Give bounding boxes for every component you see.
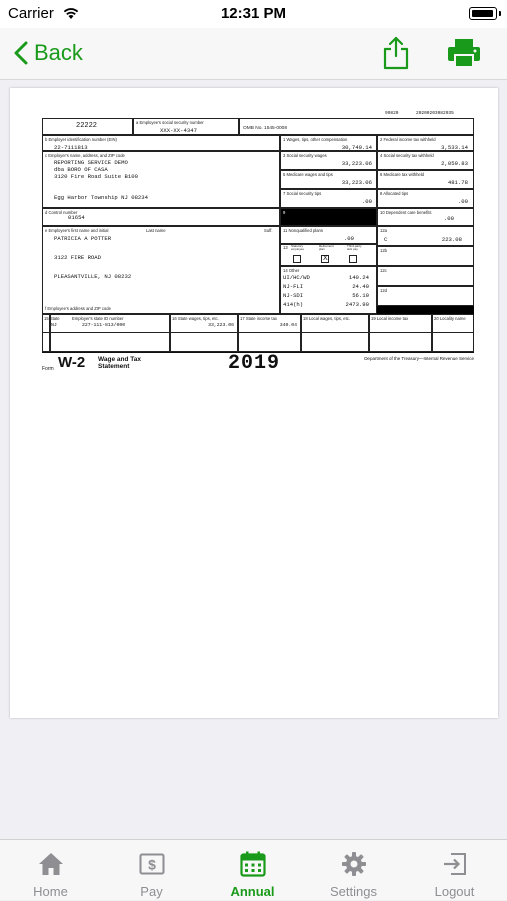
box8-label: 8 Allocated tips bbox=[380, 191, 409, 196]
form-id-label: 99820 bbox=[385, 111, 399, 116]
statutory-employee-checkbox bbox=[293, 255, 301, 263]
box4-value: 2,059.83 bbox=[441, 160, 468, 167]
box10-label: 10 Dependent care benefits bbox=[380, 210, 432, 215]
logout-icon bbox=[442, 851, 468, 877]
box15-label: 15 State bbox=[44, 316, 60, 321]
printer-icon[interactable] bbox=[447, 38, 481, 68]
form-title-line1: Wage and Tax bbox=[98, 356, 141, 363]
box16-label: 16 State wages, tips, etc. bbox=[172, 316, 219, 321]
ssn-value: XXX-XX-4347 bbox=[160, 127, 197, 134]
box4-label: 4 Social security tax withheld bbox=[380, 153, 434, 158]
treasury-label: Department of the Treasury—Internal Revenue Service bbox=[364, 356, 474, 361]
battery-icon bbox=[469, 7, 497, 20]
box16-value: 33,223.06 bbox=[208, 323, 234, 328]
box19-label: 19 Local income tax bbox=[371, 316, 409, 321]
box10-value: .00 bbox=[443, 215, 454, 222]
box14-amount-4: 2473.90 bbox=[345, 301, 369, 308]
box12d bbox=[377, 286, 474, 306]
employer-address: 3120 Fire Road Suite B100 bbox=[54, 173, 138, 180]
svg-text:$: $ bbox=[148, 856, 156, 873]
box17-label: 17 State income tax bbox=[240, 316, 278, 321]
tab-logout[interactable] bbox=[404, 840, 505, 901]
chevron-left-icon bbox=[14, 41, 28, 65]
box7-label: 7 Social security tips bbox=[283, 191, 322, 196]
content-area[interactable] bbox=[0, 81, 507, 839]
box14-code-4: 414(h) bbox=[283, 301, 304, 308]
share-icon[interactable] bbox=[382, 36, 410, 70]
state-row-divider bbox=[42, 332, 474, 333]
box20-label: 20 Locality name bbox=[434, 316, 466, 321]
omb-label: OMB No. 1545-0008 bbox=[243, 126, 287, 131]
box17-value: 340.04 bbox=[279, 323, 297, 328]
employer-name: REPORTING SERVICE DEMO bbox=[54, 159, 128, 166]
tax-year: 2019 bbox=[228, 352, 281, 375]
shaded-block bbox=[377, 306, 474, 314]
suffix-label: Suff. bbox=[264, 228, 273, 233]
box12a-code: C bbox=[384, 236, 388, 243]
form-label: Form bbox=[42, 366, 54, 372]
box7-value: .00 bbox=[361, 198, 372, 205]
gear-icon bbox=[341, 851, 367, 877]
box6-value: 481.78 bbox=[447, 179, 468, 186]
box12a-label: 12a bbox=[380, 228, 387, 233]
carrier-label: Carrier bbox=[8, 5, 54, 22]
retirement-plan-checkbox bbox=[321, 255, 329, 263]
box6-label: 6 Medicare tax withheld bbox=[380, 172, 424, 177]
box12b-label: 12b bbox=[380, 248, 387, 253]
box1-label: 1 Wages, tips, other compensation bbox=[283, 137, 348, 142]
last-name-label: Last name bbox=[146, 228, 166, 233]
form-title-line2: Statement bbox=[98, 363, 130, 370]
box3-label: 3 Social security wages bbox=[283, 153, 327, 158]
tab-settings[interactable] bbox=[303, 840, 404, 901]
box12c-label: 12c bbox=[380, 268, 387, 273]
calendar-icon bbox=[240, 851, 266, 877]
box12c bbox=[377, 266, 474, 286]
box5-value: 33,223.06 bbox=[341, 179, 372, 186]
box13-sickpay-label: Third-party sick pay bbox=[347, 244, 362, 252]
box14-amount-1: 140.24 bbox=[348, 274, 369, 281]
ein-value: 22-7111813 bbox=[54, 144, 88, 151]
navigation-bar bbox=[0, 28, 507, 80]
third-party-sick-pay-checkbox bbox=[349, 255, 357, 263]
ein-label: b Employer identification number (EIN) bbox=[45, 137, 117, 142]
tab-home[interactable] bbox=[0, 840, 101, 901]
box14-label: 14 Other bbox=[283, 268, 300, 273]
control-label: d Control number bbox=[45, 210, 78, 215]
box14-amount-3: 56.10 bbox=[352, 292, 369, 299]
tab-logout-label: Logout bbox=[434, 884, 475, 899]
state-value: NJ bbox=[51, 323, 57, 328]
employee-name: PATRICIA A POTTER bbox=[54, 235, 112, 242]
box8-value: .00 bbox=[457, 198, 468, 205]
employee-city: PLEASANTVILLE, NJ 08232 bbox=[54, 273, 132, 280]
void-code: 22222 bbox=[76, 122, 98, 130]
box9-label: 9 bbox=[283, 210, 286, 215]
box15-id-label: Employer's state ID number bbox=[72, 316, 124, 321]
back-label: Back bbox=[34, 40, 83, 65]
box14-code-2: NJ-FLI bbox=[283, 283, 304, 290]
w2-document-page[interactable] bbox=[10, 88, 498, 718]
box13-statutory-label: Statutory employee bbox=[291, 244, 305, 252]
tab-settings-label: Settings bbox=[330, 884, 377, 899]
state-id-value: 227-111-813/000 bbox=[82, 323, 126, 328]
tab-bar bbox=[0, 839, 507, 900]
box14-code-3: NJ-SDI bbox=[283, 292, 304, 299]
tab-pay[interactable] bbox=[101, 840, 202, 901]
box11-value: .00 bbox=[343, 235, 354, 242]
box12b bbox=[377, 246, 474, 266]
back-button[interactable] bbox=[14, 36, 83, 70]
clock-label: 12:31 PM bbox=[220, 5, 287, 22]
box14-amount-2: 24.40 bbox=[352, 283, 369, 290]
box12d-label: 12d bbox=[380, 288, 387, 293]
box13-label: 13 bbox=[283, 245, 288, 250]
employee-address-label: f Employee's address and ZIP code bbox=[45, 306, 111, 311]
tab-home-label: Home bbox=[33, 884, 68, 899]
employer-label: c Employer's name, address, and ZIP code bbox=[45, 153, 125, 158]
employee-address: 3122 FIRE ROAD bbox=[54, 254, 101, 261]
box1-value: 30,749.14 bbox=[341, 144, 372, 151]
box3-value: 33,223.06 bbox=[341, 160, 372, 167]
box14-code-1: UI/HC/WD bbox=[283, 274, 310, 281]
home-icon bbox=[38, 851, 64, 877]
form-name: W-2 bbox=[58, 354, 86, 371]
box9-redacted bbox=[281, 209, 376, 225]
employee-name-label: e Employee's first name and initial bbox=[45, 228, 109, 233]
status-bar bbox=[0, 0, 507, 28]
tab-pay-label: Pay bbox=[140, 884, 163, 899]
box12a-value: 223.08 bbox=[441, 236, 462, 243]
box11-label: 11 Nonqualified plans bbox=[283, 228, 323, 233]
ssn-label: a Employee's social security number bbox=[136, 120, 204, 125]
box2-value: 3,533.14 bbox=[441, 144, 468, 151]
employer-city: Egg Harbor Township NJ 08234 bbox=[54, 194, 148, 201]
box5-label: 5 Medicare wages and tips bbox=[283, 172, 333, 177]
box2-label: 2 Federal income tax withheld bbox=[380, 137, 436, 142]
timestamp-label: 20200203082035 bbox=[416, 111, 454, 116]
w2-form bbox=[42, 110, 474, 375]
tab-annual[interactable] bbox=[202, 840, 303, 901]
box18-label: 18 Local wages, tips, etc. bbox=[303, 316, 351, 321]
tab-annual-label: Annual bbox=[230, 884, 275, 899]
pay-icon bbox=[139, 851, 165, 877]
employer-dba: dba BORO OF CASA bbox=[54, 166, 108, 173]
box13-retirement-label: Retirement plan bbox=[319, 244, 334, 252]
control-value: 01654 bbox=[68, 214, 85, 221]
